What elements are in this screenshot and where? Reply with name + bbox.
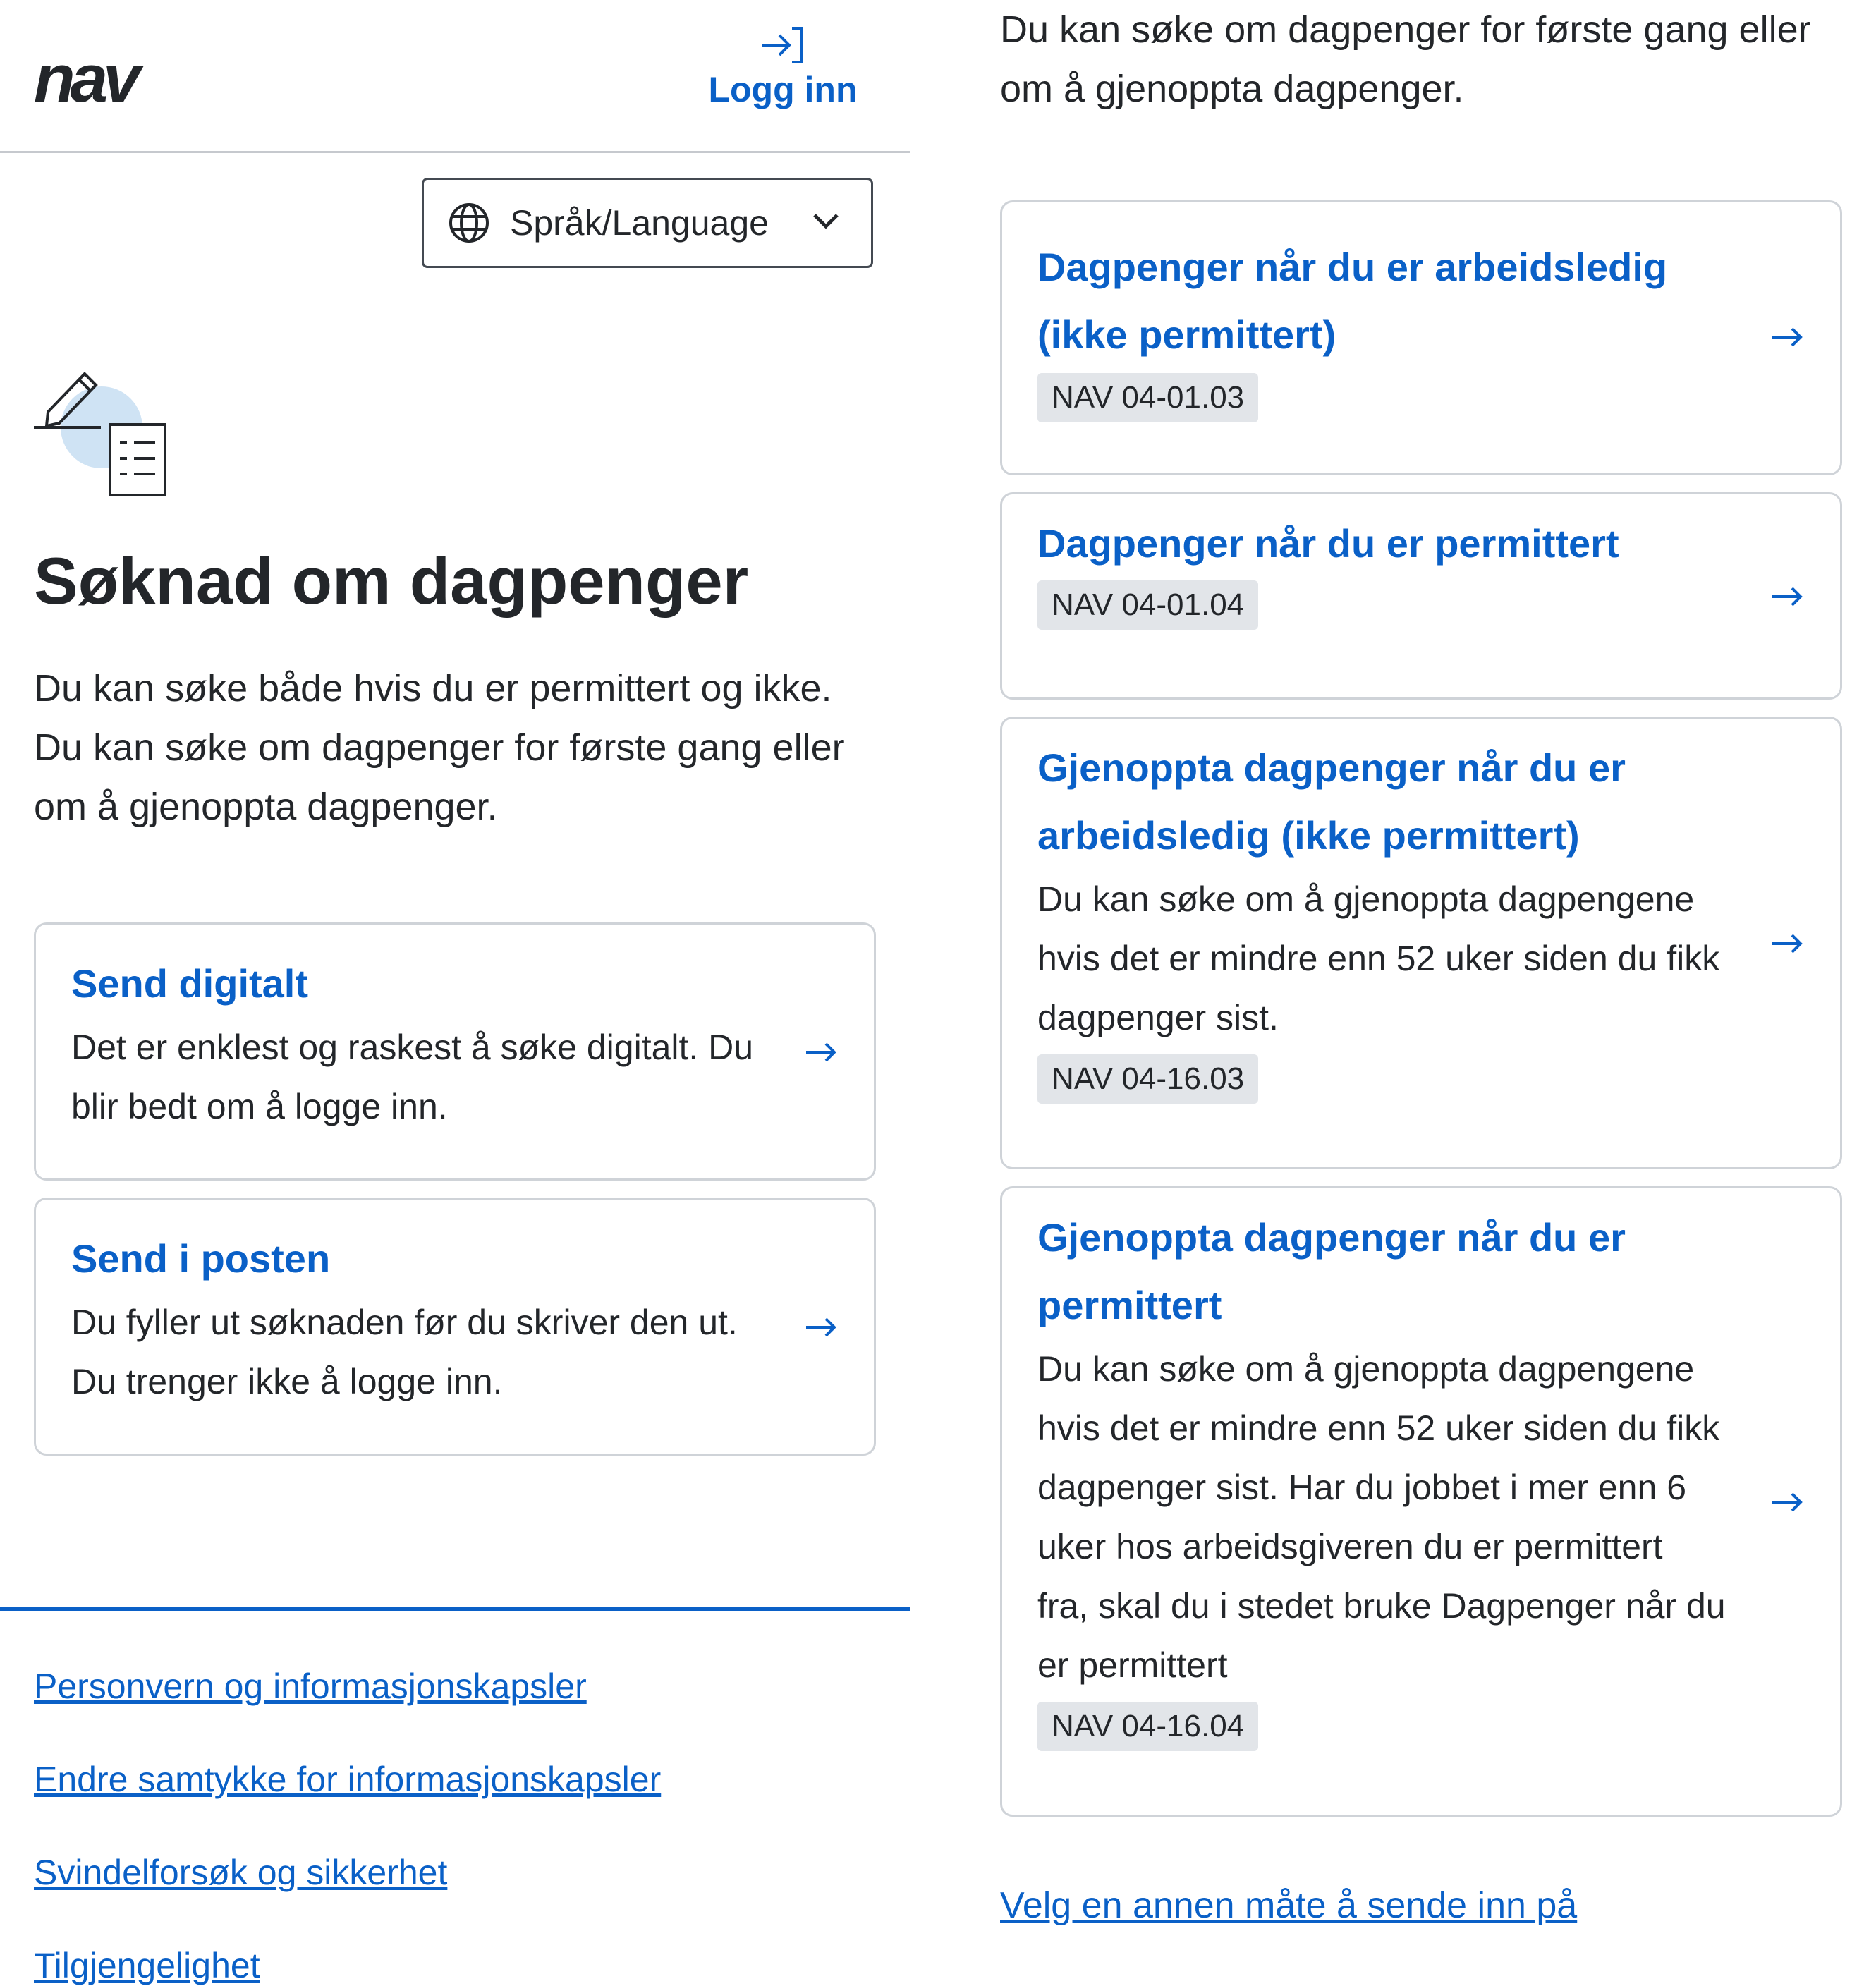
- right-panel: [966, 0, 1876, 1972]
- card-description: dagpenger sist. Har du jobbet i mer enn 6: [1037, 1468, 1686, 1507]
- footer-divider: [0, 1607, 910, 1611]
- arrow-right-icon: [1771, 586, 1803, 607]
- intro-line: om å gjenoppta dagpenger.: [1000, 68, 1464, 110]
- arrow-right-icon: [805, 1042, 837, 1063]
- intro-line: om å gjenoppta dagpenger.: [34, 786, 498, 828]
- card-description: Du kan søke om å gjenoppta dagpengene: [1037, 1349, 1695, 1389]
- send-digital-card[interactable]: [34, 922, 876, 1181]
- form-card-unemployed[interactable]: [1000, 200, 1842, 475]
- form-card-resume-unemployed[interactable]: [1000, 717, 1842, 1169]
- form-card-laid-off[interactable]: [1000, 492, 1842, 700]
- page-intro: [34, 659, 880, 836]
- arrow-right-icon: [1771, 327, 1803, 348]
- arrow-right-icon: [1771, 1492, 1803, 1513]
- card-title: Dagpenger når du er permittert: [1037, 521, 1619, 566]
- card-title: (ikke permittert): [1037, 312, 1336, 357]
- card-title: permittert: [1037, 1283, 1222, 1327]
- form-number-tag: NAV 04-01.04: [1037, 580, 1258, 630]
- footer-link-fraud[interactable]: Svindelforsøk og sikkerhet: [34, 1853, 448, 1892]
- arrow-right-icon: [1771, 933, 1803, 954]
- form-number-tag: NAV 04-16.04: [1037, 1702, 1258, 1751]
- login-button[interactable]: [705, 25, 860, 110]
- chevron-down-icon: [812, 212, 840, 231]
- application-form-illustration: [34, 363, 175, 504]
- card-title: Dagpenger når du er arbeidsledig: [1037, 245, 1668, 289]
- card-description: dagpenger sist.: [1037, 998, 1279, 1037]
- card-title: arbeidsledig (ikke permittert): [1037, 813, 1580, 858]
- arrow-right-icon: [805, 1317, 837, 1338]
- intro-line: Du kan søke om dagpenger for første gang eller: [1000, 8, 1811, 51]
- form-number-tag: NAV 04-01.03: [1037, 373, 1258, 422]
- intro-line: Du kan søke om dagpenger for første gang eller: [34, 726, 845, 769]
- card-description: hvis det er mindre enn 52 uker siden du fikk: [1037, 1408, 1720, 1448]
- other-method-link[interactable]: Velg en annen måte å sende inn på: [1000, 1885, 1578, 1926]
- login-icon: [761, 25, 805, 65]
- card-description: Det er enklest og raskest å søke digitalt. Du: [71, 1028, 754, 1067]
- site-header: [0, 0, 910, 153]
- card-description: Du kan søke om å gjenoppta dagpengene: [1037, 879, 1695, 919]
- card-description: hvis det er mindre enn 52 uker siden du fikk: [1037, 939, 1720, 978]
- footer-link-privacy[interactable]: Personvern og informasjonskapsler: [34, 1667, 587, 1706]
- card-description: blir bedt om å logge inn.: [71, 1087, 448, 1126]
- send-by-post-card[interactable]: [34, 1198, 876, 1456]
- card-description: Du trenger ikke å logge inn.: [71, 1362, 503, 1401]
- page-title: Søknad om dagpenger: [34, 544, 749, 618]
- card-title: Gjenoppta dagpenger når du er: [1037, 745, 1626, 790]
- card-title: Send digitalt: [71, 961, 308, 1006]
- language-label: Språk/Language: [510, 203, 769, 243]
- card-description: er permittert: [1037, 1645, 1228, 1685]
- card-description: Du fyller ut søknaden før du skriver den ut.: [71, 1303, 738, 1342]
- card-title: Send i posten: [71, 1236, 331, 1281]
- form-card-resume-laid-off[interactable]: [1000, 1186, 1842, 1817]
- card-title: Gjenoppta dagpenger når du er: [1037, 1215, 1626, 1260]
- language-select[interactable]: [422, 178, 873, 268]
- footer-link-consent[interactable]: Endre samtykke for informasjonskapsler: [34, 1760, 662, 1799]
- form-number-tag: NAV 04-16.03: [1037, 1054, 1258, 1104]
- footer-link-accessibility[interactable]: Tilgjengelighet: [34, 1946, 260, 1985]
- card-description: fra, skal du i stedet bruke Dagpenger når du: [1037, 1586, 1726, 1626]
- login-label: Logg inn: [708, 70, 858, 109]
- right-intro: [1000, 0, 1860, 118]
- globe-icon: [448, 202, 490, 244]
- intro-line: Du kan søke både hvis du er permittert og ikke.: [34, 667, 832, 709]
- card-description: uker hos arbeidsgiveren du er permittert: [1037, 1527, 1663, 1566]
- left-panel: [0, 0, 910, 1985]
- nav-logo[interactable]: nav: [34, 41, 136, 116]
